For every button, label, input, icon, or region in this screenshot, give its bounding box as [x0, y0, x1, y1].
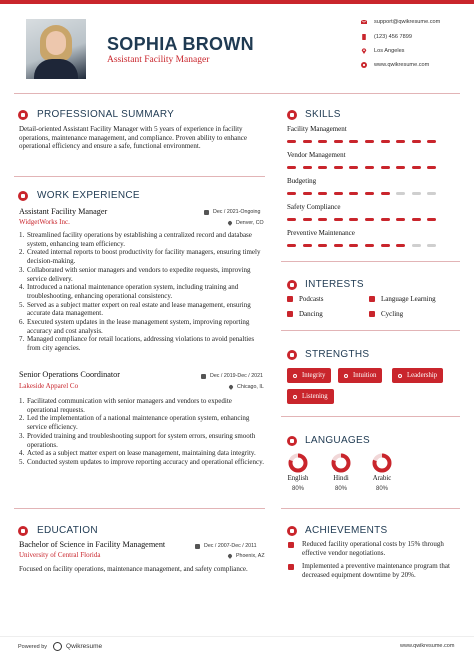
list-item: 2. Created internal reports to boost productivity for facility managers, ensuring timely decision-making. [19, 248, 261, 266]
skill-level-segment [349, 192, 358, 195]
badge-dot-icon [293, 374, 297, 378]
skill-level-segment [427, 218, 436, 221]
skill-level-segment [412, 218, 421, 221]
skill-level-segment [396, 192, 405, 195]
contact-location: Los Angeles [361, 48, 404, 54]
language-ring [372, 453, 392, 473]
skill-level-segment [427, 192, 436, 195]
summary-title: PROFESSIONAL SUMMARY [37, 109, 175, 120]
languages-divider [281, 508, 460, 509]
skill-level-segment [427, 166, 436, 169]
skill-level-segment [349, 166, 358, 169]
badge-dot-icon [398, 374, 402, 378]
skill-level-segment [412, 192, 421, 195]
interests-title: INTERESTS [305, 279, 364, 290]
skill-level-segment [365, 140, 374, 143]
calendar-icon [204, 210, 209, 215]
skill-3-level [287, 192, 449, 195]
location-pin-icon [228, 384, 234, 390]
list-item: 1. Streamlined facility operations by establishing a centralized record and database system, enhancing team efficiency. [19, 231, 252, 248]
skill-level-segment [381, 166, 390, 169]
skill-level-segment [396, 140, 405, 143]
skill-level-segment [334, 244, 343, 247]
skill-level-segment [427, 140, 436, 143]
skill-level-segment [303, 166, 312, 169]
skill-level-segment [349, 140, 358, 143]
skill-level-segment [334, 218, 343, 221]
list-item: 4. Introduced a national maintenance operation system, including training and troubleshooting, enhancing operational consistency. [19, 283, 239, 300]
experience-icon [18, 191, 28, 201]
list-item: 4. Acted as a subject matter expert on lease management, maintaining data integrity. [19, 449, 256, 458]
skill-1-level [287, 140, 449, 143]
interest-item: Podcasts [287, 295, 324, 303]
skill-level-segment [381, 140, 390, 143]
strength-badge: Integrity [287, 368, 331, 383]
skill-4-name: Safety Compliance [287, 203, 341, 211]
interest-item: Dancing [287, 310, 323, 318]
skill-level-segment [396, 166, 405, 169]
skill-level-segment [334, 166, 343, 169]
summary-icon [18, 110, 28, 120]
skill-level-segment [318, 166, 327, 169]
location-icon [361, 48, 367, 54]
contact-website[interactable]: www.qwikresume.com [361, 62, 429, 68]
skill-5-name: Preventive Maintenance [287, 229, 355, 237]
trophy-icon [288, 542, 294, 548]
badge-dot-icon [293, 395, 297, 399]
strengths-icon [287, 350, 297, 360]
list-item: 5. Served as a subject matter expert on real estate and lease management, ensuring accurate data management. [19, 300, 251, 318]
skill-level-segment [412, 244, 421, 247]
list-item: 5. Conducted system updates to improve reporting accuracy and operational efficiency. [19, 457, 264, 466]
calendar-icon [201, 374, 206, 379]
skill-level-segment [427, 244, 436, 247]
education-location: Phoenix, AZ [228, 553, 265, 559]
footer-website-link[interactable]: www.qwikresume.com [400, 643, 455, 649]
experience-title: WORK EXPERIENCE [37, 190, 140, 201]
skill-level-segment [287, 192, 296, 195]
job-1-company: WidgetWorks Inc. [19, 218, 70, 226]
language-level: 80% [375, 486, 388, 492]
skill-3-name: Budgeting [287, 177, 317, 185]
skill-level-segment [303, 218, 312, 221]
skill-level-segment [412, 140, 421, 143]
skill-4-level [287, 218, 449, 221]
strength-badge: Leadership [392, 368, 443, 383]
education-degree: Bachelor of Science in Facility Management [19, 540, 166, 549]
header-divider [14, 93, 460, 94]
skill-level-segment [349, 218, 358, 221]
skill-level-segment [287, 244, 296, 247]
list-item: 7. Managed compliance for retail locations, addressing violations to avoid penalties from city agencies. [19, 335, 255, 353]
candidate-role: Assistant Facility Manager [107, 55, 210, 65]
language-ring [288, 453, 308, 473]
language-name: Hindi [333, 475, 349, 482]
skill-level-segment [365, 166, 374, 169]
calendar-icon [195, 544, 200, 549]
skills-divider [281, 261, 460, 262]
interest-item: Cycling [369, 310, 403, 318]
skill-level-segment [396, 244, 405, 247]
education-icon [18, 526, 28, 536]
job-2-company: Lakeside Apparel Co [19, 382, 79, 390]
profile-photo [26, 19, 86, 79]
skill-level-segment [381, 244, 390, 247]
skill-level-segment [287, 140, 296, 143]
skills-icon [287, 110, 297, 120]
job-1-dates: Dec / 2021-Ongoing [204, 209, 260, 215]
interest-item: Language Learning [369, 295, 436, 303]
achievements-title: ACHIEVEMENTS [305, 525, 388, 536]
skill-level-segment [381, 192, 390, 195]
qwikresume-logo-icon [53, 642, 62, 651]
skill-level-segment [334, 192, 343, 195]
languages-icon [287, 436, 297, 446]
skill-level-segment [303, 140, 312, 143]
trophy-icon [288, 564, 294, 570]
candidate-name: SOPHIA BROWN [107, 34, 254, 54]
languages-title: LANGUAGES [305, 435, 370, 446]
achievement-item: Implemented a preventive maintenance program that decreased equipment downtime by 20%. [302, 562, 450, 579]
job-1-bullets [19, 231, 265, 353]
strength-badge: Listening [287, 389, 334, 404]
job-2-bullets [19, 397, 265, 467]
skill-2-name: Vendor Management [287, 151, 346, 159]
list-item: 3. Provided training and troubleshooting support for system errors, ensuring smooth operations. [19, 431, 256, 449]
top-accent-bar [0, 0, 474, 4]
powered-by: Powered by Qwikresume [18, 643, 103, 650]
experience-divider [14, 508, 265, 509]
skills-title: SKILLS [305, 109, 341, 120]
website-icon [361, 62, 367, 68]
achievements-icon [287, 526, 297, 536]
bicycle-icon [369, 311, 375, 317]
skill-1-name: Facility Management [287, 125, 347, 133]
strengths-title: STRENGTHS [305, 349, 370, 360]
list-item: 2. Led the implementation of a national maintenance operation system, enhancing service efficiency. [19, 414, 250, 432]
email-icon [361, 19, 367, 25]
skill-level-segment [334, 140, 343, 143]
location-pin-icon [227, 553, 233, 559]
language-name: Arabic [372, 475, 392, 482]
skill-level-segment [365, 244, 374, 247]
phone-icon [361, 34, 367, 40]
skill-level-segment [318, 218, 327, 221]
summary-text: Detail-oriented Assistant Facility Manager with 5 years of experience in facility operations, maintenance management, and compliance. Proven ability to enhance operational efficiency and ensure a safe, functional environment. [19, 125, 247, 151]
interests-icon [287, 280, 297, 290]
contact-phone[interactable]: (123) 456 7899 [361, 34, 412, 40]
list-item: 6. Executed system updates in the lease management system, improving reporting accuracy and cost analysis. [19, 318, 250, 335]
skill-level-segment [318, 192, 327, 195]
skill-level-segment [287, 218, 296, 221]
job-2-title: Senior Operations Coordinator [19, 370, 120, 379]
dance-icon [287, 311, 293, 317]
skill-level-segment [381, 218, 390, 221]
interests-divider [281, 330, 460, 331]
skill-level-segment [303, 192, 312, 195]
language-level: 80% [334, 486, 347, 492]
skill-level-segment [287, 166, 296, 169]
language-ring [331, 453, 351, 473]
education-text: Focused on facility operations, maintenance management, and safety compliance. [19, 565, 248, 573]
list-item: 3. Collaborated with senior managers and vendors to expedite requests, improving service delivery. [19, 265, 251, 283]
footer-divider [0, 636, 474, 637]
education-title: EDUCATION [37, 525, 98, 536]
job-1-title: Assistant Facility Manager [19, 207, 108, 216]
skill-level-segment [365, 218, 374, 221]
contact-email[interactable]: support@qwikresume.com [361, 19, 440, 25]
language-name: English [287, 475, 309, 482]
skill-level-segment [318, 140, 327, 143]
skill-level-segment [303, 244, 312, 247]
language-level: 80% [291, 486, 304, 492]
skill-2-level [287, 166, 449, 169]
book-icon [369, 296, 375, 302]
skill-level-segment [318, 244, 327, 247]
skill-level-segment [412, 166, 421, 169]
job-1-location: Denver, CO [228, 220, 264, 226]
job-2-location: Chicago, IL [229, 384, 264, 390]
summary-divider [14, 176, 265, 177]
skill-level-segment [349, 244, 358, 247]
strength-badge: Intuition [338, 368, 382, 383]
list-item: 1. Facilitated communication with senior managers and vendors to expedite operational requests. [19, 397, 232, 414]
education-dates: Dec / 2007-Dec / 2011 [195, 543, 257, 549]
achievement-item: Reduced facility operational costs by 15% through effective vendor negotiations. [302, 540, 444, 557]
podcast-icon [287, 296, 293, 302]
skill-level-segment [396, 218, 405, 221]
strengths-divider [281, 416, 460, 417]
skill-level-segment [365, 192, 374, 195]
education-school: University of Central Florida [19, 551, 101, 559]
skill-5-level [287, 244, 449, 247]
badge-dot-icon [344, 374, 348, 378]
location-pin-icon [227, 220, 233, 226]
job-2-dates: Dec / 2019-Dec / 2021 [201, 373, 263, 379]
